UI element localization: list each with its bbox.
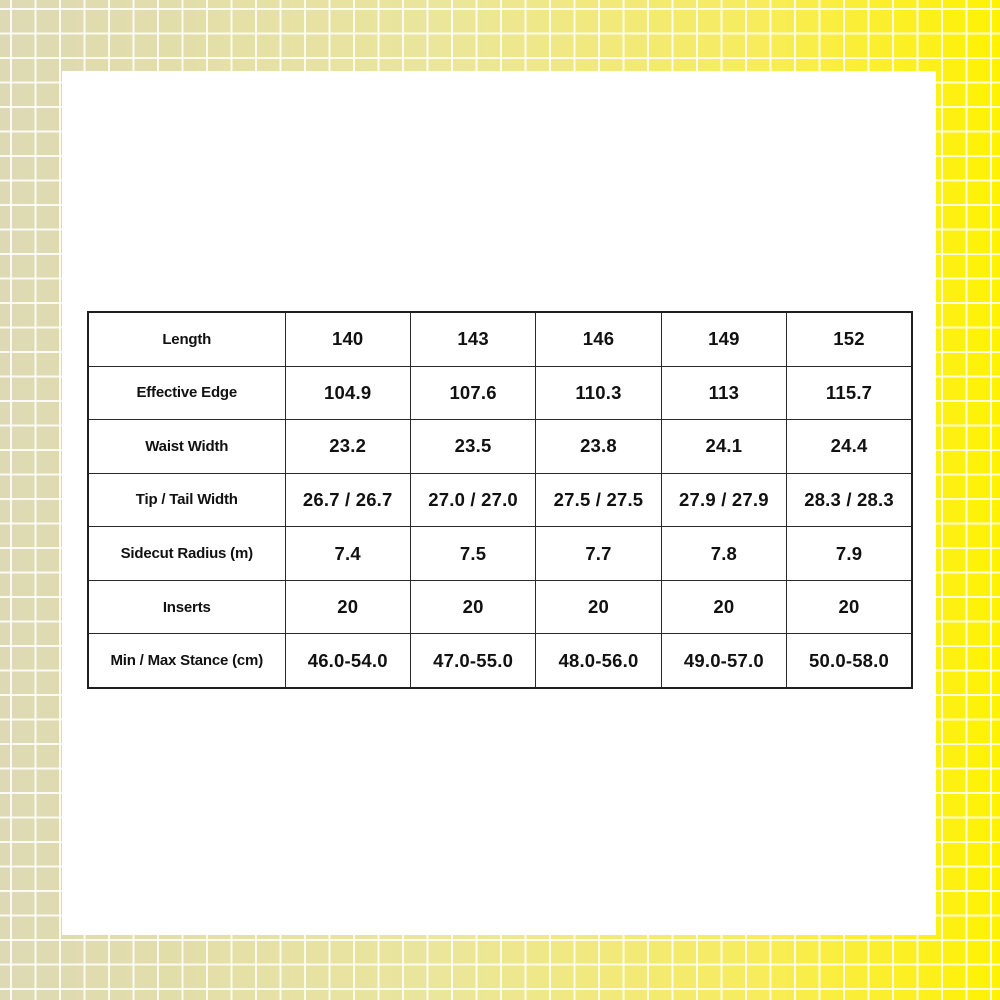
table-row-tip-tail-width <box>88 473 912 527</box>
table-row-inserts <box>88 580 912 634</box>
table-cell: 115.7 <box>787 366 912 420</box>
table-cell: 143 <box>410 312 535 366</box>
table-cell: 7.4 <box>285 527 410 581</box>
row-label: Min / Max Stance (cm) <box>88 634 285 688</box>
row-label: Tip / Tail Width <box>88 473 285 527</box>
table-cell: 27.0 / 27.0 <box>410 473 535 527</box>
table-cell: 20 <box>787 580 912 634</box>
table-cell: 20 <box>285 580 410 634</box>
table-cell: 23.2 <box>285 420 410 474</box>
table-cell: 110.3 <box>536 366 661 420</box>
table-cell: 113 <box>661 366 786 420</box>
row-label: Inserts <box>88 580 285 634</box>
table-cell: 7.9 <box>787 527 912 581</box>
table-row-effective-edge <box>88 366 912 420</box>
table-cell: 46.0-54.0 <box>285 634 410 688</box>
table-cell: 48.0-56.0 <box>536 634 661 688</box>
table-cell: 27.5 / 27.5 <box>536 473 661 527</box>
table-cell: 23.8 <box>536 420 661 474</box>
table-cell: 152 <box>787 312 912 366</box>
row-label: Waist Width <box>88 420 285 474</box>
table-cell: 20 <box>536 580 661 634</box>
table-cell: 47.0-55.0 <box>410 634 535 688</box>
table-cell: 104.9 <box>285 366 410 420</box>
table-cell: 20 <box>410 580 535 634</box>
spec-table <box>87 311 913 689</box>
table-cell: 107.6 <box>410 366 535 420</box>
table-cell: 20 <box>661 580 786 634</box>
table-cell: 27.9 / 27.9 <box>661 473 786 527</box>
table-cell: 146 <box>536 312 661 366</box>
table-row-stance <box>88 634 912 688</box>
table-cell: 24.4 <box>787 420 912 474</box>
table-cell: 7.8 <box>661 527 786 581</box>
table-cell: 149 <box>661 312 786 366</box>
table-cell: 7.5 <box>410 527 535 581</box>
table-cell: 28.3 / 28.3 <box>787 473 912 527</box>
table-cell: 24.1 <box>661 420 786 474</box>
table-row-sidecut-radius <box>88 527 912 581</box>
table-cell: 7.7 <box>536 527 661 581</box>
row-label: Effective Edge <box>88 366 285 420</box>
table-cell: 49.0-57.0 <box>661 634 786 688</box>
row-label: Length <box>88 312 285 366</box>
table-row-length <box>88 312 912 366</box>
table-row-waist-width <box>88 420 912 474</box>
table-cell: 140 <box>285 312 410 366</box>
table-cell: 23.5 <box>410 420 535 474</box>
table-cell: 50.0-58.0 <box>787 634 912 688</box>
table-cell: 26.7 / 26.7 <box>285 473 410 527</box>
row-label: Sidecut Radius (m) <box>88 527 285 581</box>
